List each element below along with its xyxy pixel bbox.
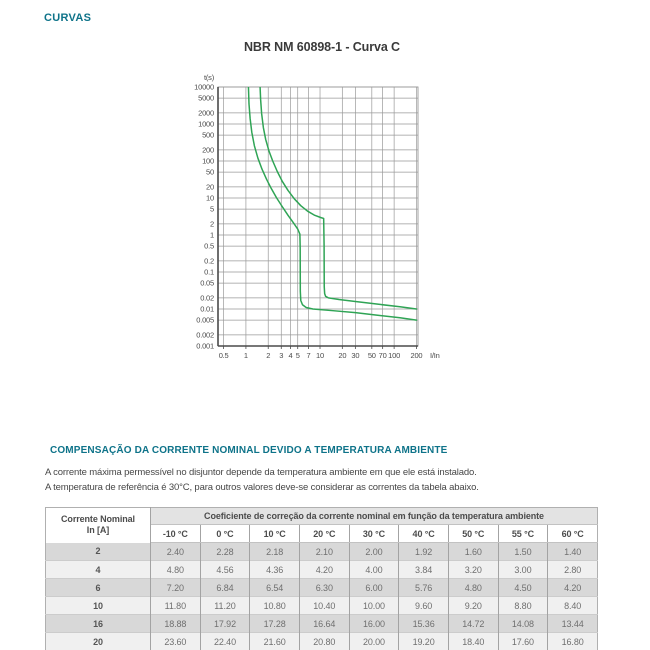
x-tick-label: 0.5 (218, 351, 229, 360)
coefficient-cell: 16.80 (561, 636, 584, 647)
coefficient-cell: 3.20 (448, 561, 498, 579)
coefficient-cell: 20.80 (299, 633, 349, 650)
coefficient-cell: 10.80 (250, 597, 300, 615)
coefficient-cell: 1.92 (399, 543, 449, 561)
x-tick-label: 50 (367, 351, 376, 360)
coefficient-cell: 20.00 (349, 633, 399, 650)
y-tick-label: 20 (206, 182, 214, 192)
x-tick-label: 4 (288, 351, 293, 360)
y-tick-label: 5 (210, 204, 214, 214)
coefficient-cell: 14.72 (448, 615, 498, 633)
coefficient-cell: 2.28 (200, 543, 250, 561)
table-row (46, 633, 598, 650)
x-tick-label: 10 (316, 351, 324, 360)
x-tick-label: 100 (388, 351, 401, 360)
temp-header: 40 °C (399, 525, 449, 543)
temp-header: 20 °C (299, 525, 349, 543)
coefficient-cell: 4.20 (564, 582, 582, 593)
nominal-current-cell: 2 (46, 543, 151, 561)
y-tick-label: 0.02 (200, 293, 214, 303)
coefficient-cell: 8.80 (498, 597, 548, 615)
coefficient-cell: 4.36 (250, 561, 300, 579)
y-tick-label: 0.001 (196, 341, 214, 351)
coefficient-cell: 2.40 (151, 543, 201, 561)
y-tick-label: 10000 (194, 82, 214, 92)
coefficient-cell: 8.40 (564, 600, 582, 611)
coefficient-cell: 2.18 (250, 543, 300, 561)
compensation-line-1: A corrente máxima permessível no disjuntor depende da temperatura ambiente em que ele está instalado. (45, 467, 477, 478)
coefficient-cell: 4.20 (299, 561, 349, 579)
nominal-current-cell: 16 (46, 615, 151, 633)
coefficient-cell: 6.00 (349, 579, 399, 597)
trip-curve-chart (175, 68, 460, 368)
x-axis-labels (219, 351, 423, 360)
y-tick-label: 500 (202, 130, 214, 140)
coefficient-cell: 18.88 (151, 615, 201, 633)
nominal-current-cell: 20 (46, 633, 151, 650)
y-tick-label: 2000 (198, 108, 214, 118)
y-tick-label: 0.01 (200, 304, 214, 314)
y-tick-label: 0.1 (204, 267, 214, 277)
curve-limite-superior-disparo (260, 85, 416, 309)
temp-header: 0 °C (200, 525, 250, 543)
coefficient-cell: 6.30 (299, 579, 349, 597)
coefficient-cell: 4.80 (151, 561, 201, 579)
compensation-heading: COMPENSAÇÃO DA CORRENTE NOMINAL DEVIDO A TEMPERATURA AMBIENTE (50, 445, 448, 456)
coefficient-cell: 17.60 (498, 633, 548, 650)
temp-header: 60 °C (548, 525, 598, 543)
nominal-current-cell: 10 (46, 597, 151, 615)
y-tick-label: 2 (210, 219, 214, 229)
coefficient-cell: 16.00 (349, 615, 399, 633)
coefficient-cell: 17.28 (250, 615, 300, 633)
coefficient-cell: 6.54 (250, 579, 300, 597)
col-header-line-2: In [A] (86, 525, 110, 536)
table-row (46, 543, 598, 561)
coefficient-cell: 3.00 (498, 561, 548, 579)
table-row (46, 597, 598, 615)
y-tick-label: 1000 (198, 119, 214, 129)
coefficient-cell: 1.50 (498, 543, 548, 561)
coefficient-cell: 4.00 (349, 561, 399, 579)
temp-header: 55 °C (498, 525, 548, 543)
y-tick-label: 100 (202, 156, 214, 166)
y-tick-label: 50 (206, 167, 214, 177)
curve-limite-inferior-disparo (248, 85, 416, 320)
y-tick-label: 0.5 (204, 241, 214, 251)
y-tick-label: 1 (210, 230, 214, 240)
page-title: CURVAS (44, 12, 92, 24)
x-tick-label: 1 (243, 351, 248, 360)
coefficient-cell: 23.60 (151, 633, 201, 650)
coefficient-cell: 21.60 (250, 633, 300, 650)
y-tick-label: 0.05 (200, 278, 214, 288)
x-axis-title: I/In (430, 351, 440, 360)
span-header-coeficiente: Coeficiente de correção da corrente nominal em função da temperatura ambiente (151, 508, 598, 525)
x-tick-label: 30 (351, 351, 360, 360)
y-tick-label: 5000 (198, 93, 214, 103)
y-axis-labels (194, 83, 214, 351)
y-tick-label: 0.002 (196, 330, 214, 340)
x-tick-label: 20 (338, 351, 347, 360)
coefficient-cell: 10.00 (349, 597, 399, 615)
coefficient-cell: 2.00 (349, 543, 399, 561)
coefficient-cell: 14.08 (498, 615, 548, 633)
coefficient-cell: 19.20 (399, 633, 449, 650)
coefficient-cell: 3.84 (399, 561, 449, 579)
coefficient-cell: 4.80 (448, 579, 498, 597)
coefficient-cell: 1.60 (448, 543, 498, 561)
chart-title: NBR NM 60898-1 - Curva C (244, 40, 400, 54)
table-header-row-1 (46, 508, 598, 525)
y-tick-label: 0.2 (204, 256, 214, 266)
table-row (46, 579, 598, 597)
coefficient-cell: 16.64 (299, 615, 349, 633)
coefficient-cell: 6.84 (200, 579, 250, 597)
col-header-corrente-nominal (46, 508, 151, 543)
nominal-current-cell: 4 (46, 561, 151, 579)
temp-header: 10 °C (250, 525, 300, 543)
compensation-line-2: A temperatura de referência é 30°C, para outros valores deve-se considerar as correntes da tabela abaixo. (45, 482, 479, 493)
coefficient-cell: 7.20 (151, 579, 201, 597)
nominal-current-cell: 6 (46, 579, 151, 597)
x-tick-label: 70 (378, 351, 387, 360)
x-tick-label: 2 (266, 351, 271, 360)
table-row (46, 615, 598, 633)
coefficient-cell: 15.36 (399, 615, 449, 633)
table-row (46, 561, 598, 579)
compensation-paragraph (45, 465, 615, 495)
coefficient-cell: 11.20 (200, 597, 250, 615)
temp-header: 50 °C (448, 525, 498, 543)
x-tick-label: 200 (410, 351, 423, 360)
correction-table (45, 507, 598, 650)
y-axis-title: t(s) (203, 73, 214, 82)
coefficient-cell: 9.20 (448, 597, 498, 615)
coefficient-cell: 4.50 (498, 579, 548, 597)
coefficient-cell: 1.40 (564, 546, 582, 557)
y-tick-label: 10 (206, 193, 214, 203)
coefficient-cell: 13.44 (561, 618, 584, 629)
coefficient-cell: 22.40 (200, 633, 250, 650)
y-tick-label: 200 (202, 145, 214, 155)
coefficient-cell: 18.40 (448, 633, 498, 650)
col-header-line-1: Corrente Nominal (61, 513, 135, 524)
coefficient-cell: 2.80 (564, 564, 582, 575)
temp-header: 30 °C (349, 525, 399, 543)
x-tick-label: 7 (306, 351, 311, 360)
coefficient-cell: 11.80 (151, 597, 201, 615)
coefficient-cell: 9.60 (399, 597, 449, 615)
coefficient-cell: 4.56 (200, 561, 250, 579)
y-tick-label: 0.005 (196, 315, 214, 325)
x-tick-label: 3 (279, 351, 284, 360)
temp-header: -10 °C (151, 525, 201, 543)
x-tick-label: 5 (295, 351, 300, 360)
coefficient-cell: 2.10 (299, 543, 349, 561)
trip-curve-svg (175, 68, 460, 368)
coefficient-cell: 17.92 (200, 615, 250, 633)
coefficient-cell: 5.76 (399, 579, 449, 597)
coefficient-cell: 10.40 (299, 597, 349, 615)
